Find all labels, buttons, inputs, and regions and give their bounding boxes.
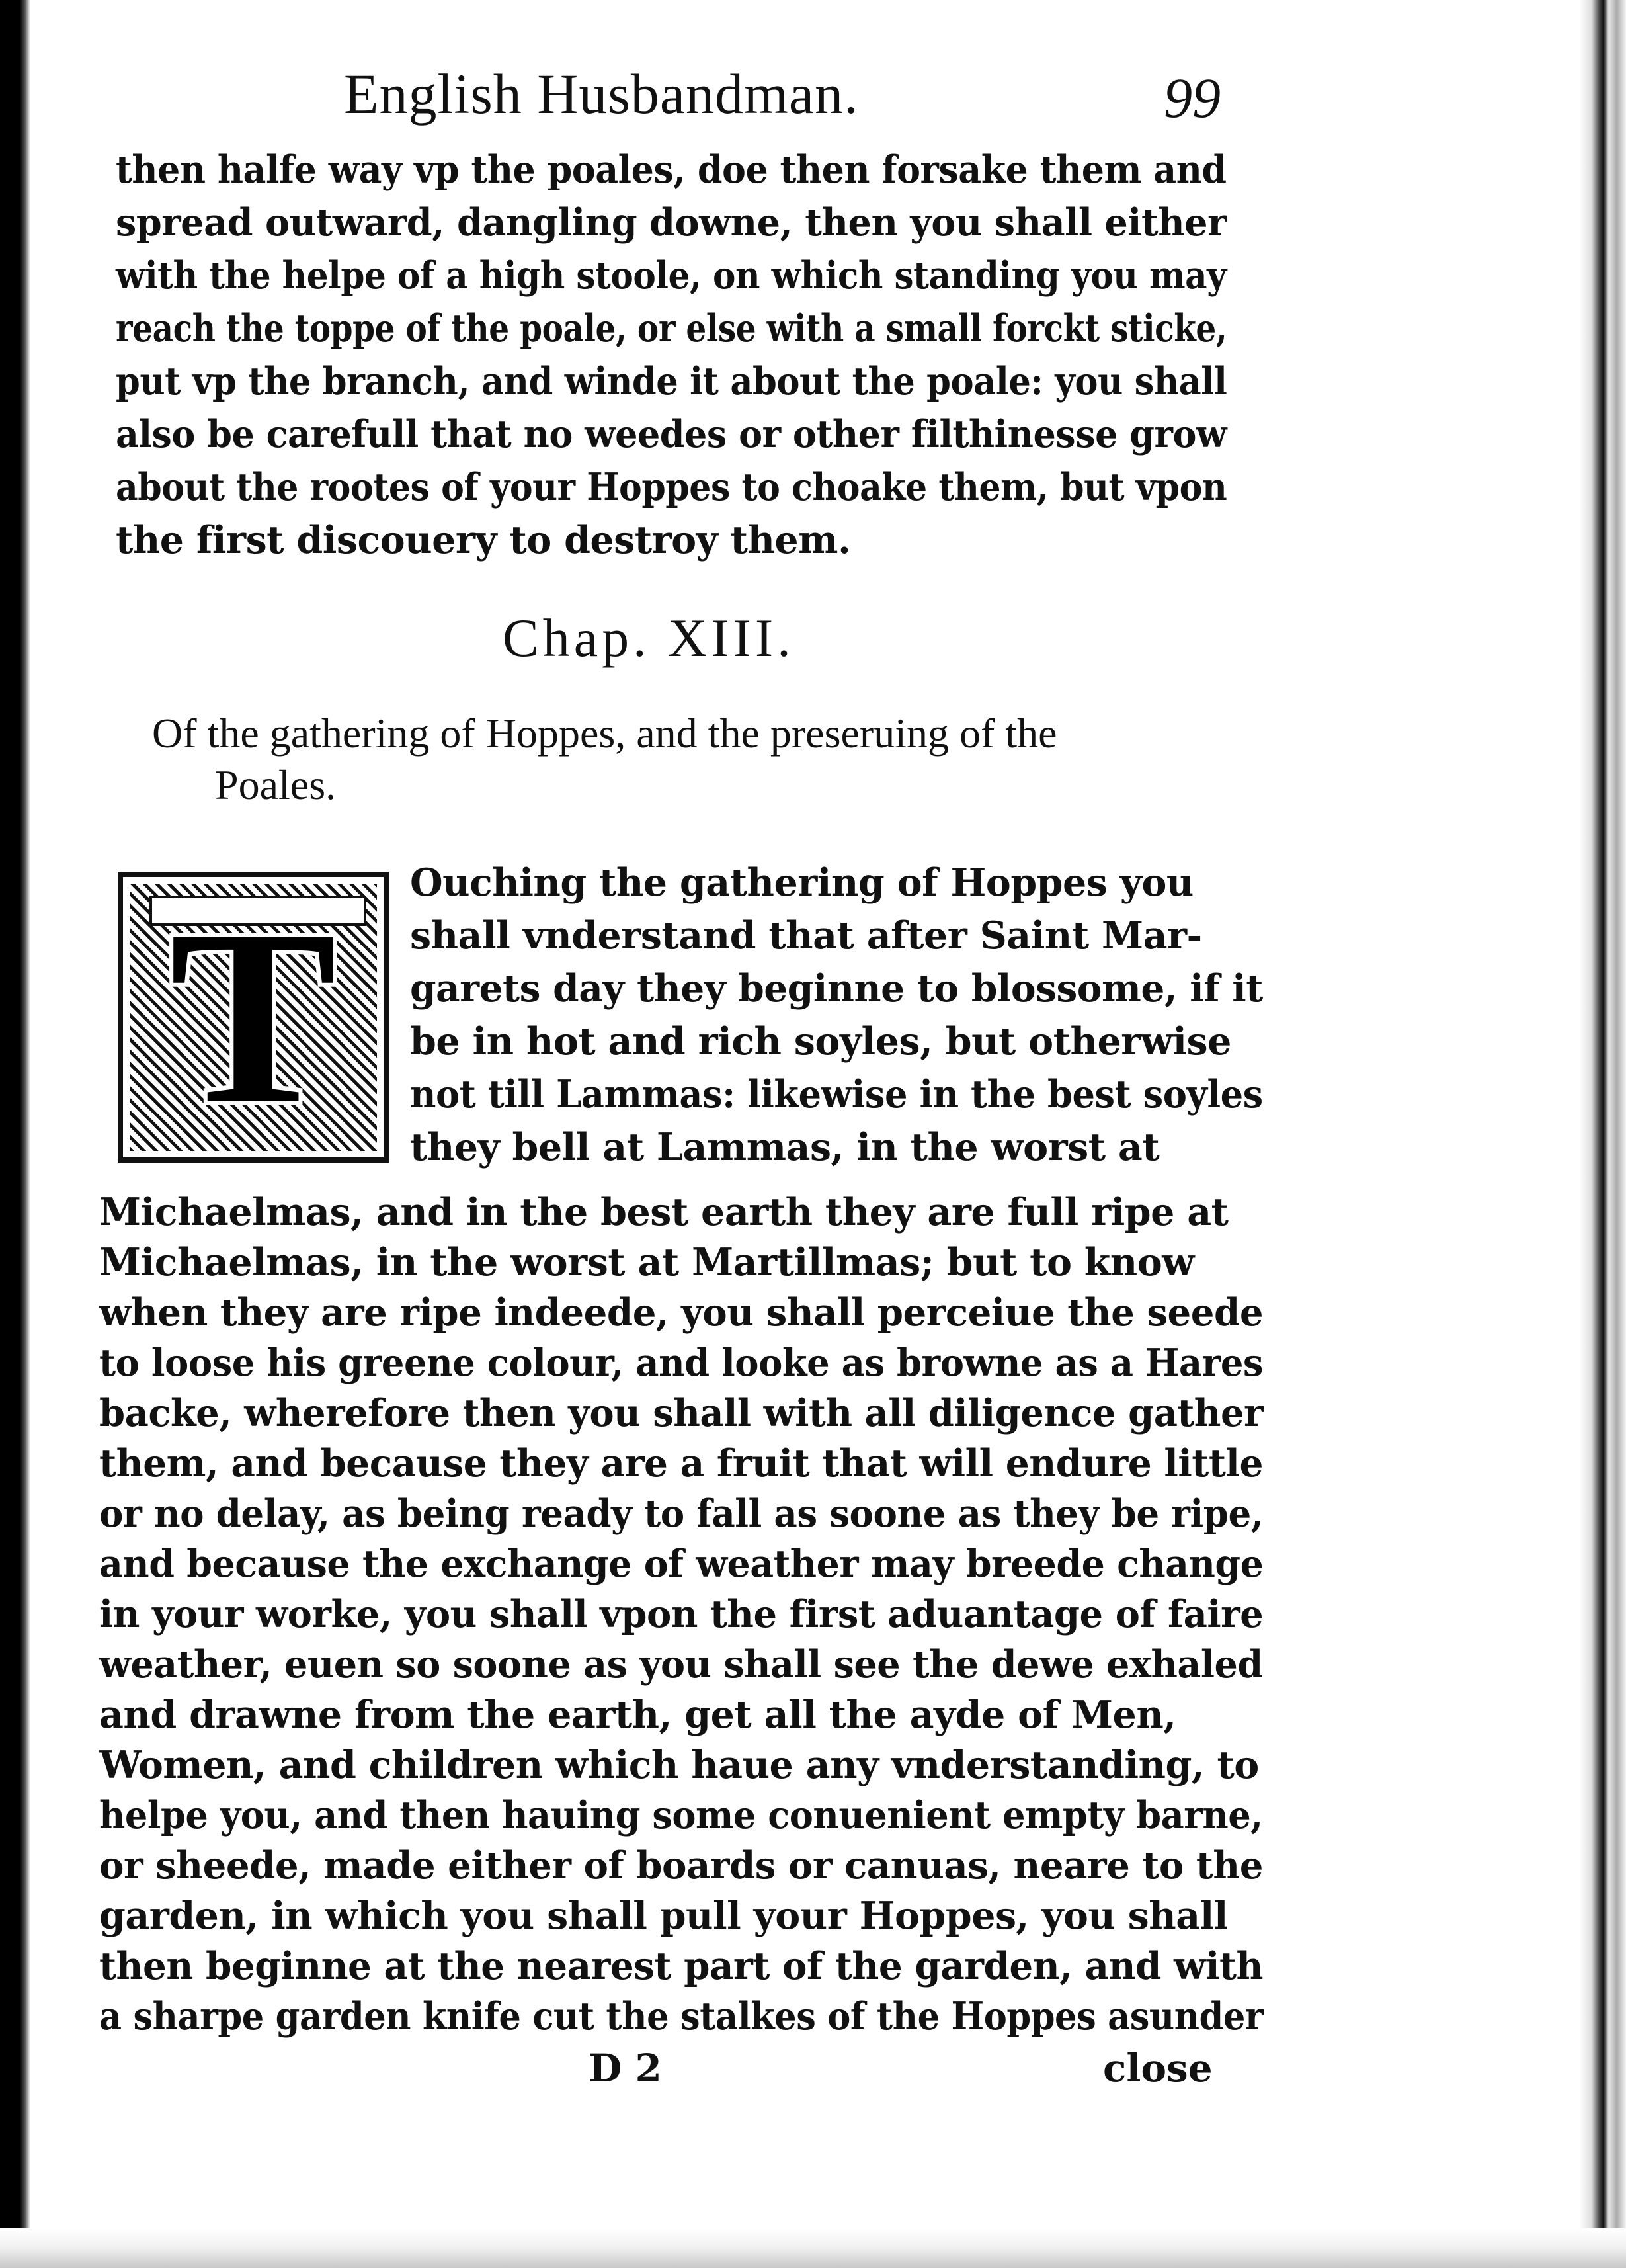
text-line: garets day they beginne to blossome, if it (410, 966, 1263, 1011)
text-line: or sheede, made either of boards or canuas, neare to the (99, 1843, 1263, 1888)
text-line: Michaelmas, in the worst at Martillmas; but to know (99, 1240, 1194, 1284)
page-bottom-edge (0, 2228, 1626, 2268)
text-line: also be carefull that no weedes or other filthinesse grow (116, 412, 1227, 456)
text-line: about the rootes of your Hoppes to choake them, but vpon (116, 465, 1227, 509)
text-line: garden, in which you shall pull your Hoppes, you shall (99, 1894, 1228, 1938)
text-line: with the helpe of a high stoole, on which standing you may (116, 253, 1227, 298)
text-line: put vp the branch, and winde it about the poale: you shall (116, 359, 1227, 403)
text-line: in your worke, you shall vpon the first aduantage of faire (99, 1592, 1264, 1636)
text-line: and drawne from the earth, get all the ayde of Men, (99, 1693, 1176, 1737)
text-line: then halfe way vp the poales, doe then forsake them and (116, 147, 1227, 192)
page-edge (1580, 0, 1626, 2268)
binding-gutter (0, 0, 30, 2268)
text-line: spread outward, dangling downe, then you shall either (116, 200, 1227, 245)
text-line: reach the toppe of the poale, or else with a small forckt sticke, (116, 306, 1227, 351)
text-line: Michaelmas, and in the best earth they are full ripe at (99, 1190, 1229, 1234)
text-line: a sharpe garden knife cut the stalkes of the Hoppes asunder (99, 1994, 1264, 2038)
text-line: to loose his greene colour, and looke as browne as a Hares (99, 1341, 1264, 1385)
text-line: when they are ripe indeede, you shall perceiue the seede (99, 1290, 1264, 1335)
subtitle-line: Of the gathering of Hoppes, and the preseruing of the (152, 710, 1057, 757)
text-line: the first discouery to destroy them. (116, 518, 851, 562)
chapter-subtitle (152, 708, 1223, 811)
catchword: close (1103, 2046, 1213, 2091)
text-line: backe, wherefore then you shall with all diligence gather (99, 1391, 1264, 1435)
text-line: then beginne at the nearest part of the garden, and with (99, 1944, 1264, 1988)
page-number: 99 (1164, 66, 1221, 130)
subtitle-line: Poales. (215, 761, 337, 808)
text-line: them, and because they are a fruit that will endure little (99, 1441, 1263, 1486)
text-line: helpe you, and then hauing some conuenient empty barne, (99, 1793, 1263, 1837)
running-head (344, 61, 1221, 134)
text-line: Women, and children which haue any vnderstanding, to (99, 1743, 1259, 1787)
text-line: shall vnderstand that after Saint Mar- (410, 913, 1202, 958)
text-line: or no delay, as being ready to fall as soone as they be ripe, (99, 1491, 1264, 1536)
text-line: Ouching the gathering of Hoppes you (410, 861, 1194, 905)
running-title: English Husbandman. (344, 62, 859, 126)
text-line: not till Lammas: likewise in the best soyles (410, 1072, 1263, 1116)
text-line: and because the exchange of weather may breede change (99, 1542, 1264, 1586)
initial-letter: T (169, 878, 337, 1156)
chapter-heading: Chap. XIII. (503, 608, 795, 668)
signature-mark: D 2 (589, 2046, 662, 2091)
text-line: they bell at Lammas, in the worst at (410, 1125, 1160, 1169)
woodcut-initial-icon (118, 872, 389, 1163)
text-line: be in hot and rich soyles, but otherwise (410, 1019, 1231, 1064)
text-line: weather, euen so soone as you shall see the dewe exhaled (99, 1642, 1263, 1687)
